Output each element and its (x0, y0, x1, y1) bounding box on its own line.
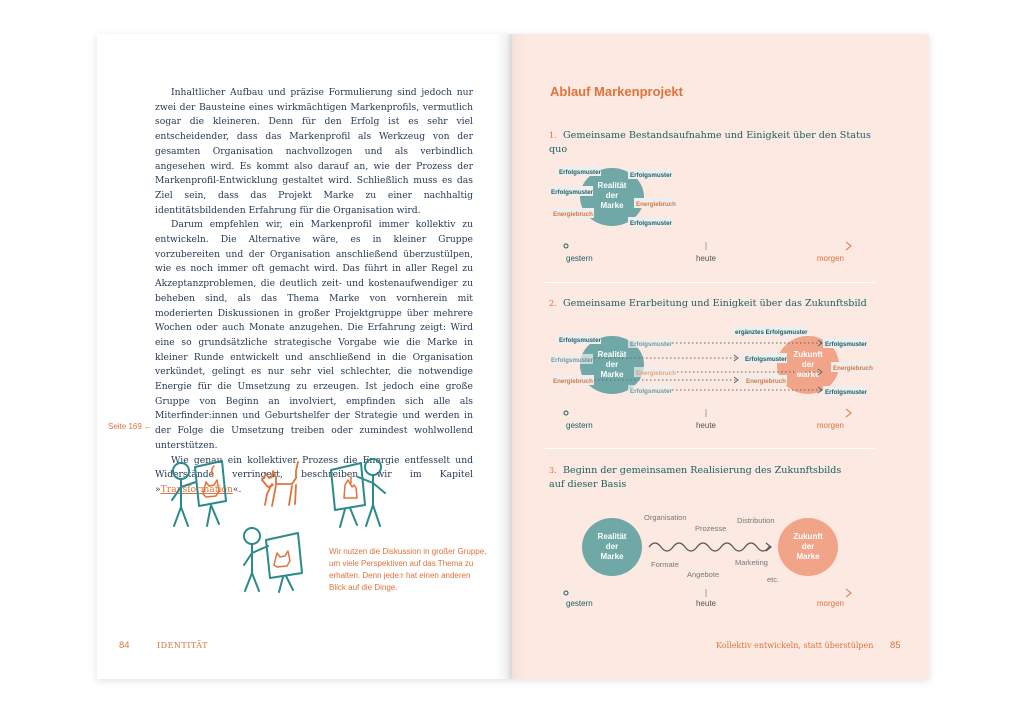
running-foot-right: Kollektiv entwickeln, statt überstülpen (716, 641, 874, 650)
page-heading: Ablauf Markenprojekt (550, 84, 683, 99)
circle-label: Realität (597, 350, 627, 359)
circle-label: der (605, 360, 619, 369)
timeline (564, 589, 851, 608)
word-formats: Formate (651, 560, 679, 569)
margin-page-reference: Seite 169 ← (108, 422, 153, 431)
circle-label: Zukunft (793, 532, 823, 541)
timeline-start-label: gestern (566, 599, 593, 608)
circle-label: Zukunft (793, 350, 823, 359)
tag-success: Erfolgsmuster (630, 172, 672, 179)
timeline (564, 242, 851, 263)
paragraph-3-end: «. (232, 483, 242, 495)
step-1-diagram (549, 166, 851, 263)
circle-label: Marke (796, 370, 820, 379)
word-organisation: Organisation (644, 513, 687, 522)
timeline (564, 409, 851, 430)
circle-label: der (801, 542, 815, 551)
circle-label: der (605, 191, 619, 200)
timeline-start-label: gestern (566, 421, 593, 430)
tag-energy: Energiebruch (746, 378, 786, 385)
wave-arrow (649, 543, 771, 551)
tag-energy: Energiebruch (553, 211, 593, 218)
tag-added-success: ergänztes Erfolgsmuster (735, 329, 808, 336)
step-2-diagram (549, 326, 874, 430)
step-text: Beginn der gemeinsamen Realisierung des Zukunftsbilds auf dieser Basis (549, 465, 842, 490)
circle-label: Marke (600, 552, 624, 561)
tag-energy: Energiebruch (833, 365, 873, 372)
tag-success: Erfolgsmuster (551, 189, 593, 196)
tag-success: Erfolgsmuster (630, 388, 672, 395)
chapter-link-transformation[interactable]: Transformation (160, 483, 233, 495)
word-marketing: Marketing (735, 558, 768, 567)
timeline-middle-label: heute (695, 421, 717, 430)
word-offers: Angebote (687, 570, 720, 579)
circle-label: Realität (597, 532, 627, 541)
tag-success: Erfolgsmuster (630, 220, 672, 227)
tag-success: Erfolgsmuster (825, 389, 867, 396)
paragraph-3-text: Wie genau ein kollektiver Prozess die Energie entfesselt und Widerstände verringert, beschreiben wir im Kapitel » (155, 454, 473, 495)
running-head-left: IDENTITÄT (157, 641, 208, 650)
timeline-start-label: gestern (566, 254, 593, 263)
tag-energy: Energiebruch (636, 201, 676, 208)
timeline-end-label: morgen (816, 421, 844, 430)
timeline-middle-label: heute (695, 254, 717, 263)
page-number-right: 85 (890, 640, 901, 651)
step-number: 1. (549, 131, 557, 140)
word-etc: etc. (767, 575, 780, 584)
circle-label: Marke (600, 370, 624, 379)
tag-success: Erfolgsmuster (551, 357, 593, 364)
circle-label: Marke (796, 552, 820, 561)
step-number: 2. (549, 299, 557, 308)
tag-success: Erfolgsmuster (745, 356, 787, 363)
word-distribution: Distribution (737, 516, 775, 525)
step-number: 3. (549, 466, 557, 475)
circle-label: der (605, 542, 619, 551)
step-3-diagram (564, 513, 851, 608)
circle-label: Realität (597, 181, 627, 190)
paragraph-2: Darum empfehlen wir, ein Markenprofil immer kollektiv zu entwickeln. Die Alternative wäre, es in kleiner Gruppe vorzubereiten und der Organisation anschließend überzustülpen, wie es noch immer oft gemacht wird. Das führt in aller Regel zu Akzeptanzproblemen, die deutlich zeit- und kostenaufwendiger zu beheben sind, als das Thema Marke von vornherein mit moderierten Diskussionen in großer Projektgruppe über mehrere Wochen oder auch Monate anzugehen. Die Erfahrung zeigt: Wird eine so grundsätzliche strategische Vorgabe wie die Marke in kleiner Runde entwickelt und anschließend in die Organisation verkündet, gelingt es nur sehr viel schlechter, die notwendige Energie für die Umsetzung zu erzeugen. Ist jedoch eine große Gruppe von Beginn an involviert, empfinden sich alle als Miterfinder:innen und Geburtshelfer der Strategie und werden in der Folge die Umsetzung treiben oder zumindest wohlwollend unterstützen. (155, 219, 473, 451)
tag-success: Erfolgsmuster (630, 341, 672, 348)
tag-energy: Energiebruch (636, 370, 676, 377)
tag-success: Erfolgsmuster (825, 341, 867, 348)
circle-label: der (801, 360, 815, 369)
step-text: Gemeinsame Bestandsaufnahme und Einigkeit über den Status quo (549, 130, 871, 155)
tag-success: Erfolgsmuster (559, 337, 601, 344)
word-processes: Prozesse (695, 524, 727, 533)
timeline-end-label: morgen (816, 254, 844, 263)
timeline-end-label: morgen (816, 599, 844, 608)
tag-success: Erfolgsmuster (559, 169, 601, 176)
page-number-left: 84 (119, 640, 130, 651)
step-text: Gemeinsame Erarbeitung und Einigkeit über das Zukunftsbild (563, 298, 867, 309)
paragraph-1: Inhaltlicher Aufbau und präzise Formulierung sind jedoch nur zwei der Bausteine eines wirkmächtigen Markenprofils, vermutlich sogar die kleineren. Denn für den Erfolg ist es sehr viel entscheidender, dass das Markenprofil als Werkzeug von der gesamten Organisation nachvollzogen und als verbindlich angesehen wird. Es kommt also darauf an, wie der Prozess der Markenprofil-Entwicklung gestaltet wird. Schließlich muss es das Ziel sein, dass das Projekt Marke zu einer nachhaltig identitätsbildenden Erfahrung für die Organisation wird. (155, 87, 473, 216)
illustration-caption: Wir nutzen die Diskussion in großer Gruppe, um viele Perspektiven auf das Thema zu erhalten. Denn jede:r hat einen anderen Blick auf die Dinge. (329, 547, 487, 592)
circle-label: Marke (600, 201, 624, 210)
tag-energy: Energiebruch (553, 378, 593, 385)
timeline-middle-label: heute (695, 599, 717, 608)
